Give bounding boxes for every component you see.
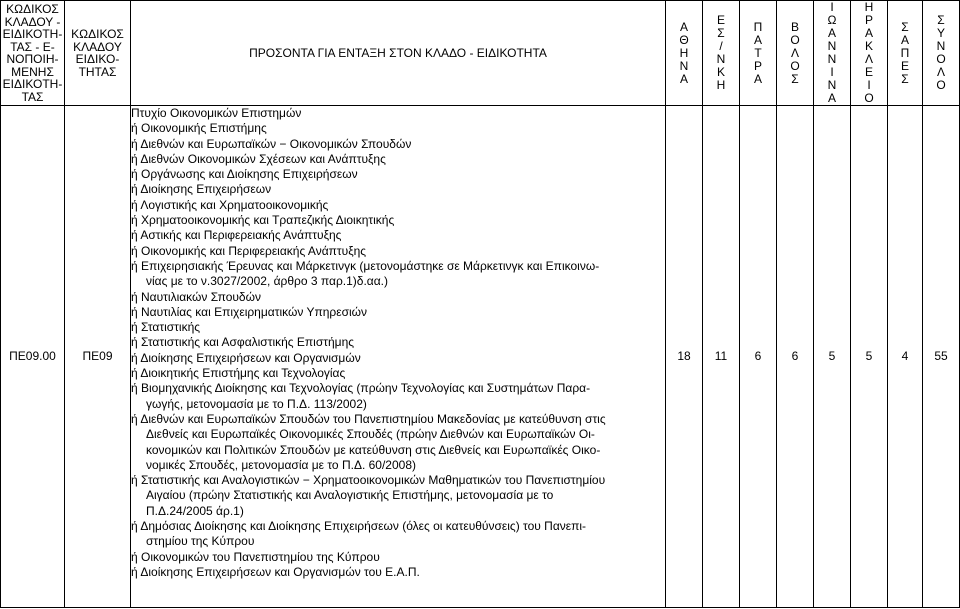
header-unified-code-line: ΕΙΔΙΚΟΤΗ-	[2, 77, 63, 91]
qualification-line: ή Στατιστικής και Ασφαλιστικής Επιστήμης	[131, 335, 355, 350]
qualification-line: ή Βιομηχανικής Διοίκησης και Τεχνολογίας (πρώην Τεχνολογίας και Συστημάτων Παρα-	[131, 381, 591, 396]
qualification-line: νομικές Σπουδές, μετονομασία με το Π.Δ. 60/2008)	[146, 457, 416, 472]
qualification-line: ή Διεθνών και Ευρωπαϊκών Σπουδών του Πανεπιστημίου Μακεδονίας με κατεύθυνση στις	[131, 411, 606, 426]
qualification-line: ή Διοικητικής Επιστήμης και Τεχνολογίας	[131, 366, 346, 381]
header-sapes	[888, 1, 923, 106]
qualification-line: ή Αστικής και Περιφερειακής Ανάπτυξης	[131, 228, 342, 243]
header-ioannina-label: Ι Ω Α Ν Ν Ι Ν Α	[827, 0, 837, 105]
header-unified-code-line: ΝΟΠΟΙΗ-	[6, 52, 59, 66]
value-ioannina: 5	[814, 106, 851, 608]
header-synolo-label: Σ Υ Ν Ο Λ Ο	[936, 13, 946, 92]
qualification-line: Αιγαίου (πρώην Στατιστικής και Αναλογιστικής Επιστήμης, μετονομασία με το	[146, 488, 554, 503]
header-code-line: ΤΗΤΑΣ	[78, 64, 117, 79]
qualification-line: γωγής, μετονομασία με το Π.Δ. 113/2002)	[146, 396, 367, 411]
qualification-line: ή Οικονομικής Επιστήμης	[131, 121, 267, 136]
header-row	[1, 1, 960, 106]
header-irakleio	[851, 1, 888, 106]
qualification-line: ή Οργάνωσης και Διοίκησης Επιχειρήσεων	[131, 167, 358, 182]
qualification-line: Διεθνείς και Ευρωπαϊκές Οικονομικές Σπουδές (πρώην Διεθνών και Ευρωπαϊκών Οι-	[146, 427, 595, 442]
header-irakleio-label: Η Ρ Α Κ Λ Ε Ι Ο	[864, 0, 874, 105]
value-patra: 6	[740, 106, 777, 608]
qualification-line: κονομικών και Πολιτικών Σπουδών με κατεύθυνση στις Διεθνείς και Ευρωπαϊκές Οικο-	[146, 442, 601, 457]
header-code-line: ΚΩΔΙΚΟΣ	[71, 27, 124, 41]
value-sapes: 4	[888, 106, 923, 608]
unified-code-cell: ΠΕ09.00	[1, 106, 65, 608]
qualification-line: ή Διεθνών Οικονομικών Σχέσεων και Ανάπτυξης	[131, 151, 386, 166]
header-athina-label: Α Θ Η Ν Α	[679, 19, 689, 86]
header-unified-code-line: ΕΙΔΙΚΟΤΗ-	[2, 27, 63, 41]
header-es-nk	[703, 1, 740, 106]
value-synolo: 55	[923, 106, 960, 608]
code-cell: ΠΕ09	[65, 106, 131, 608]
header-es-nk-label: Ε Σ / Ν Κ Η	[716, 13, 726, 92]
header-code-line: ΚΛΑΔΟΥ	[73, 39, 122, 54]
table-row	[1, 106, 960, 608]
header-unified-code-line: ΤΑΣ - Ε-	[10, 39, 55, 54]
qualification-line: ή Λογιστικής και Χρηματοοικονομικής	[131, 197, 329, 212]
header-qualifications: ΠΡΟΣΟΝΤΑ ΓΙΑ ΕΝΤΑΞΗ ΣΤΟΝ ΚΛΑΔΟ - ΕΙΔΙΚΟΤΗΤΑ	[131, 1, 666, 106]
qualification-line: ή Στατιστικής	[131, 320, 201, 335]
header-patra	[740, 1, 777, 106]
qualification-line: ή Ναυτιλιακών Σπουδών	[131, 289, 261, 304]
qualification-line: ή Χρηματοοικονομικής και Τραπεζικής Διοικητικής	[131, 213, 395, 228]
qualification-line: ή Οικονομικής και Περιφερειακής Ανάπτυξης	[131, 243, 367, 258]
qualification-line: ή Επιχειρησιακής Έρευνας και Μάρκετινγκ (μετονομάστηκε σε Μάρκετινγκ και Επικοινω-	[131, 258, 600, 273]
header-code	[65, 1, 131, 106]
header-ioannina	[814, 1, 851, 106]
header-volos	[777, 1, 814, 106]
header-patra-label: Π Α Τ Ρ Α	[753, 19, 763, 86]
header-code-line: ΕΙΔΙΚΟ-	[75, 52, 120, 66]
header-unified-code-line: ΚΩΔΙΚΟΣ	[6, 2, 59, 16]
qualification-line: ή Οικονομικών του Πανεπιστημίου της Κύπρου	[131, 549, 380, 564]
value-athina: 18	[666, 106, 703, 608]
value-volos: 6	[777, 106, 814, 608]
qualification-line: ή Διεθνών και Ευρωπαϊκών − Οικονομικών Σπουδών	[131, 136, 412, 151]
header-athina	[666, 1, 703, 106]
header-unified-code-line: ΤΑΣ	[21, 89, 44, 104]
header-volos-label: Β Ο Λ Ο Σ	[790, 19, 800, 86]
qualification-line: ή Διοίκησης Επιχειρήσεων και Οργανισμών του Ε.Α.Π.	[131, 564, 420, 579]
qualification-line: στημίου της Κύπρου	[146, 534, 255, 549]
qualification-line: ή Ναυτιλίας και Επιχειρηματικών Υπηρεσιών	[131, 304, 368, 319]
qualification-line: Πτυχίο Οικονομικών Επιστημών	[131, 106, 302, 120]
header-sapes-label: Σ Α Π Ε Σ	[900, 19, 910, 86]
qualifications-cell	[131, 106, 666, 608]
header-unified-code	[1, 1, 65, 106]
qualification-line: νίας με το ν.3027/2002, άρθρο 3 παρ.1)δ.αα.)	[146, 274, 388, 289]
qualification-line: ή Διοίκησης Επιχειρήσεων και Οργανισμών	[131, 350, 361, 365]
qualification-line: ή Διοίκησης Επιχειρήσεων	[131, 182, 272, 197]
header-unified-code-line: ΜΕΝΗΣ	[11, 64, 54, 79]
value-irakleio: 5	[851, 106, 888, 608]
value-es-nk: 11	[703, 106, 740, 608]
header-unified-code-line: ΚΛΑΔΟΥ -	[4, 14, 61, 29]
qualification-line: ή Δημόσιας Διοίκησης και Διοίκησης Επιχειρήσεων (όλες οι κατευθύνσεις) του Πανεπι-	[131, 519, 587, 534]
qualification-line: ή Στατιστικής και Αναλογιστικών − Χρηματοοικονομικών Μαθηματικών του Πανεπιστημίου	[131, 473, 606, 488]
qualification-line: Π.Δ.24/2005 άρ.1)	[146, 503, 244, 518]
header-synolo	[923, 1, 960, 106]
